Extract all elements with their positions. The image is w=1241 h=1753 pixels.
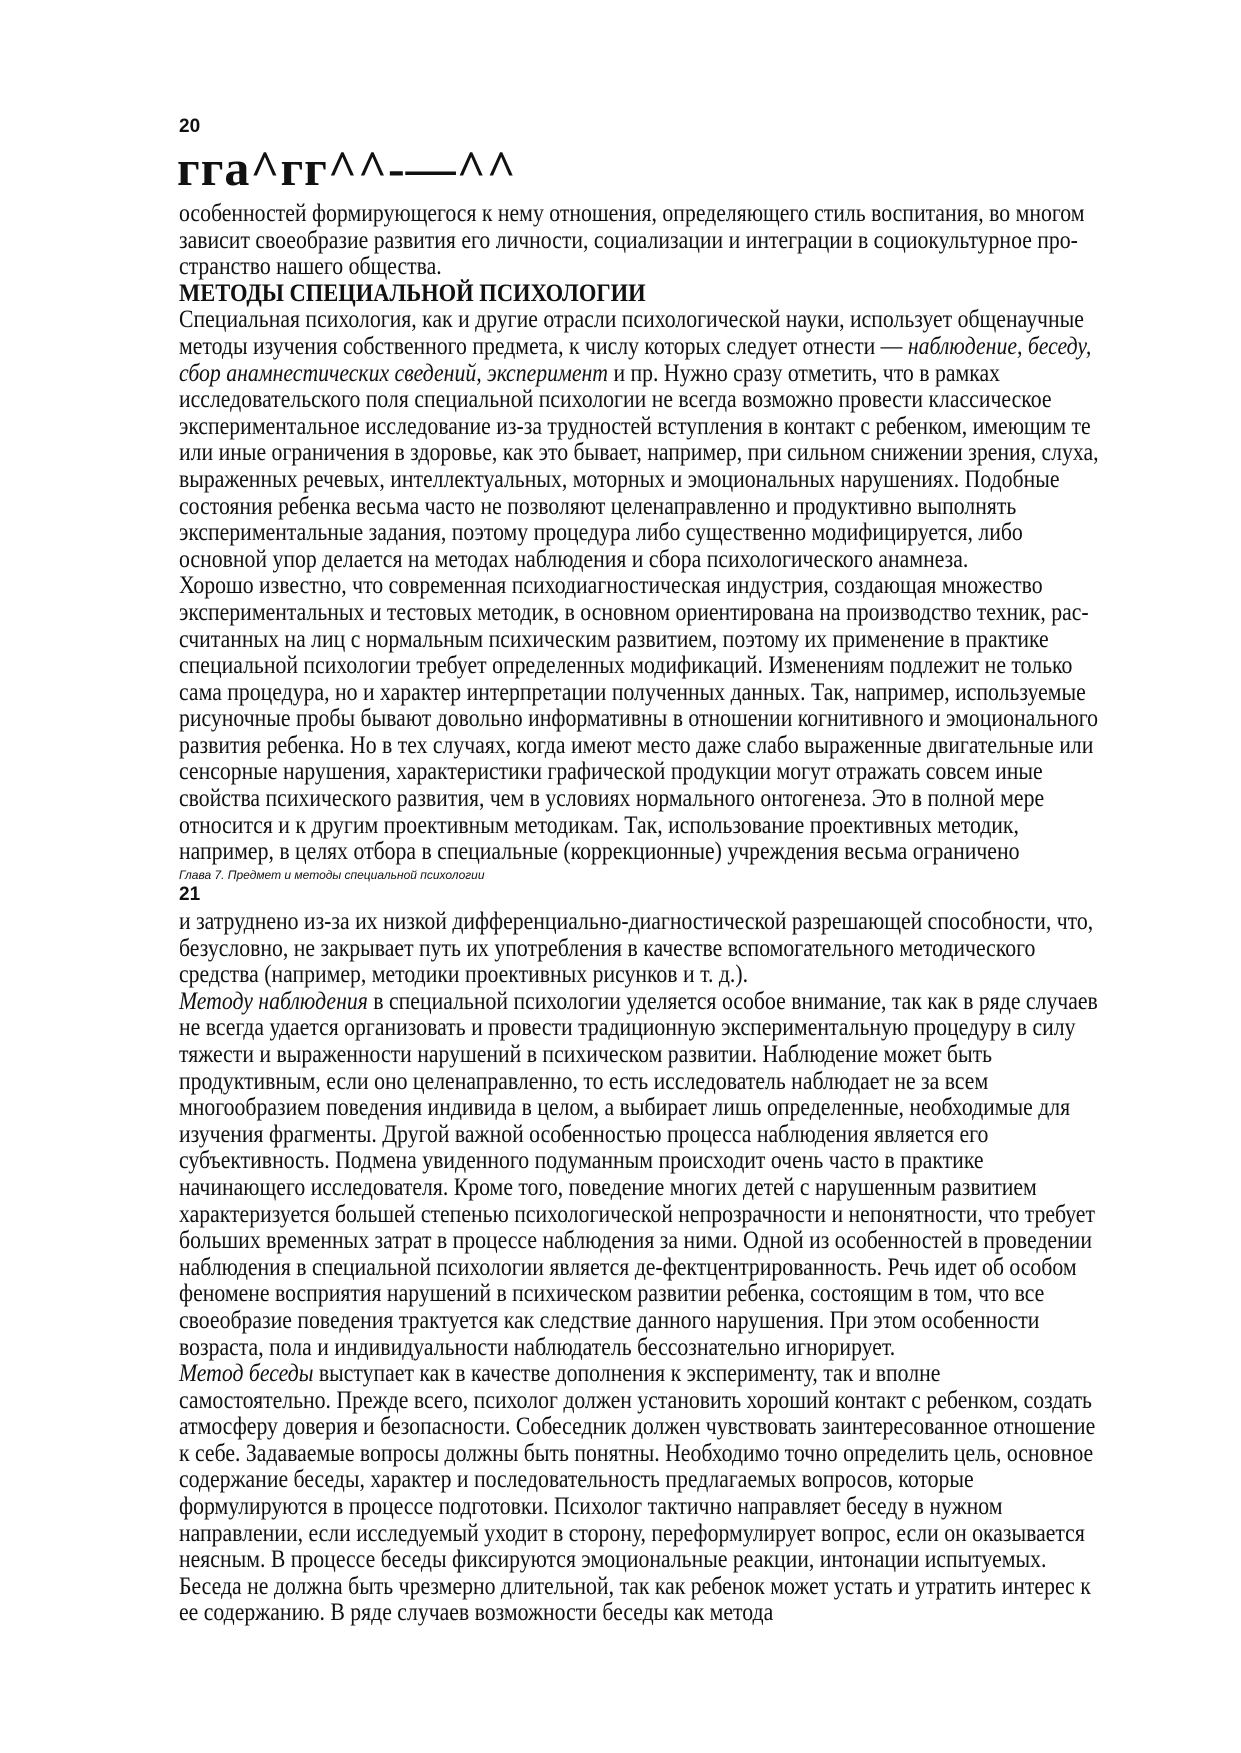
text-line xyxy=(179,1228,1136,1255)
text-segment: сенсорные нарушения, характеристики графической продукции могут отражать совсем иные xyxy=(179,758,1043,786)
text-segment: характеризуется большей степенью психологической непрозрачности и непонятности, что требует xyxy=(179,1200,1095,1228)
text-line xyxy=(179,1202,1136,1229)
text-segment: направлении, если исследуемый уходит в сторону, переформулирует вопрос, если он оказывается xyxy=(179,1519,1085,1547)
text-segment: экспериментальных и тестовых методик, в основном ориентирована на производство техник, рас- xyxy=(179,598,1089,626)
text-segment: выраженных речевых, интеллектуальных, моторных и эмоциональных нарушениях. Подобные xyxy=(179,465,1060,493)
text-line xyxy=(179,786,1136,813)
text-line xyxy=(179,1308,1136,1335)
text-line xyxy=(179,759,1136,786)
text-line xyxy=(179,467,1136,494)
text-line xyxy=(179,361,1136,388)
text-line xyxy=(179,440,1136,467)
text-segment: изучения фрагменты. Другой важной особенностью процесса наблюдения является его xyxy=(179,1120,989,1148)
text-line xyxy=(179,627,1136,654)
text-segment: состояния ребенка весьма часто не позволяют целенаправленно и продуктивно выполнять xyxy=(179,492,1017,520)
text-line xyxy=(179,1521,1136,1548)
text-line xyxy=(179,1467,1136,1494)
text-segment: рисуночные пробы бывают довольно информативны в отношении когнитивного и эмоционального xyxy=(179,705,1098,733)
text-line xyxy=(179,1015,1136,1042)
text-segment: основной упор делается на методах наблюдения и сбора психологического анамнеза. xyxy=(179,545,969,573)
text-line xyxy=(179,1600,1136,1627)
text-line xyxy=(179,254,1136,281)
text-segment: и затруднено из-за их низкой дифференциально-диагностической разрешающей способности, что, xyxy=(179,908,1094,935)
text-line xyxy=(179,1148,1136,1175)
page-number-21: 21 xyxy=(179,884,201,905)
text-line xyxy=(179,1574,1136,1601)
text-segment: продуктивным, если оно целенаправленно, то есть исследователь наблюдает не за всем xyxy=(179,1067,989,1095)
italic-term: Метод беседы xyxy=(179,1360,314,1388)
text-segment: формулируются в процессе подготовки. Психолог тактично направляет беседу в нужном xyxy=(179,1493,1003,1521)
page-21-body xyxy=(179,909,1241,1627)
text-segment: содержание беседы, характер и последовательность предлагаемых вопросов, которые xyxy=(179,1466,974,1494)
text-segment: больших временных затрат в процессе наблюдения за ними. Одной из особенностей в проведении xyxy=(179,1227,1092,1255)
text-segment: начинающего исследователя. Кроме того, поведение многих детей с нарушенным развитием xyxy=(179,1173,1037,1201)
text-segment: неясным. В процессе беседы фиксируются эмоциональные реакции, интонации испытуемых. xyxy=(179,1546,1047,1574)
text-segment: экспериментальные задания, поэтому процедура либо существенно модифицируется, либо xyxy=(179,519,1023,547)
text-line xyxy=(179,733,1136,760)
text-segment: выступает как в качестве дополнения к эксперименту, так и вполне xyxy=(313,1360,941,1388)
text-line xyxy=(179,228,1136,255)
text-segment: например, в целях отбора в специальные (коррекционные) учреждения весьма ограничено xyxy=(179,838,1020,866)
italic-term: Методу наблюдения xyxy=(179,987,368,1015)
text-line xyxy=(179,334,1136,361)
text-segment: ее содержанию. В ряде случаев возможности беседы как метода xyxy=(179,1599,774,1627)
text-segment: тяжести и выраженности нарушений в психическом развитии. Наблюдение может быть xyxy=(179,1040,993,1068)
text-segment: самостоятельно. Прежде всего, психолог должен установить хороший контакт с ребенком, создать xyxy=(179,1386,1092,1414)
text-segment: или иные ограничения в здоровье, как это бывает, например, при сильном снижении зрения, слуха, xyxy=(179,439,1099,467)
text-line xyxy=(179,1414,1136,1441)
text-line xyxy=(179,547,1136,574)
running-header: Глава 7. Предмет и методы специальной психологии xyxy=(179,868,485,882)
text-line xyxy=(179,1335,1136,1362)
text-segment: Специальная психология, как и другие отрасли психологической науки, использует общенаучные xyxy=(179,306,1084,334)
text-line xyxy=(179,1175,1136,1202)
text-line xyxy=(179,989,1136,1016)
page-number-20: 20 xyxy=(179,116,201,137)
text-line xyxy=(179,307,1136,334)
text-segment: многообразием поведения индивида в целом, а выбирает лишь определенные, необходимые для xyxy=(179,1094,1071,1122)
text-line xyxy=(179,839,1136,866)
text-line xyxy=(179,1281,1136,1308)
text-segment: наблюдения в специальной психологии является де-фектцентрированность. Речь идет об особом xyxy=(179,1253,1077,1281)
text-segment: МЕТОДЫ СПЕЦИАЛЬНОЙ ПСИХОЛОГИИ xyxy=(179,279,646,307)
text-line xyxy=(179,1441,1136,1468)
page-20-body xyxy=(179,201,1241,866)
text-line xyxy=(179,1255,1136,1282)
text-segment: субъективность. Подмена увиденного подуманным происходит очень часто в практике xyxy=(179,1147,984,1175)
text-line xyxy=(179,1547,1136,1574)
text-segment: странство нашего общества. xyxy=(179,253,442,281)
italic-term: сбор анамнестических сведений, эксперимент xyxy=(179,359,609,387)
text-segment: не всегда удается организовать и провести традиционную экспериментальную процедуру в силу xyxy=(179,1014,1076,1042)
text-line xyxy=(179,962,1136,989)
text-line xyxy=(179,1388,1136,1415)
text-segment: методы изучения собственного предмета, к числу которых следует отнести — xyxy=(179,332,908,360)
text-line xyxy=(179,1494,1136,1521)
text-segment: возраста, пола и индивидуальности наблюдатель бессознательно игнорирует. xyxy=(179,1333,896,1361)
text-line xyxy=(179,1042,1136,1069)
text-segment: зависит своеобразие развития его личности, социализации и интеграции в социокультурное про- xyxy=(179,226,1078,254)
text-segment: феномене восприятия нарушений в психическом развитии ребенка, состоящим в том, что все xyxy=(179,1280,1045,1308)
text-line xyxy=(179,936,1136,963)
text-line xyxy=(179,653,1136,680)
text-line xyxy=(179,201,1136,228)
text-segment: специальной психологии требует определенных модификаций. Изменениям подлежит не только xyxy=(179,652,1073,680)
text-segment: свойства психического развития, чем в условиях нормального онтогенеза. Это в полной мере xyxy=(179,785,1045,813)
text-segment: относится и к другим проективным методикам. Так, использование проективных методик, xyxy=(179,811,1019,839)
text-segment: и пр. Нужно сразу отметить, что в рамках xyxy=(608,359,1001,387)
text-line xyxy=(179,813,1136,840)
text-segment: развития ребенка. Но в тех случаях, когда имеют место даже слабо выраженные двигательные или xyxy=(179,731,1094,759)
text-line xyxy=(179,573,1136,600)
italic-term: наблюдение, беседу, xyxy=(907,332,1092,360)
text-segment: экспериментальное исследование из-за трудностей вступления в контакт с ребенком, имеющим те xyxy=(179,412,1091,440)
text-line xyxy=(179,520,1136,547)
text-line xyxy=(179,600,1136,627)
text-line xyxy=(179,909,1136,936)
text-line xyxy=(179,1361,1136,1388)
text-line xyxy=(179,1069,1136,1096)
text-segment: особенностей формирующегося к нему отношения, определяющего стиль воспитания, во многом xyxy=(179,200,1085,227)
garbled-header: гга^гг^^-—^^ xyxy=(177,140,517,196)
text-line xyxy=(179,414,1136,441)
text-segment: Беседа не должна быть чрезмерно длительной, так как ребенок может устать и утратить интерес к xyxy=(179,1572,1091,1600)
text-segment: к себе. Задаваемые вопросы должны быть понятны. Необходимо точно определить цель, основное xyxy=(179,1439,1094,1467)
text-segment: исследовательского поля специальной психологии не всегда возможно провести классическое xyxy=(179,386,1052,414)
text-line xyxy=(179,680,1136,707)
text-line xyxy=(179,1095,1136,1122)
text-segment: сама процедура, но и характер интерпретации полученных данных. Так, например, используемые xyxy=(179,678,1086,706)
text-segment: в специальной психологии уделяется особое внимание, так как в ряде случаев xyxy=(367,987,1098,1015)
text-line xyxy=(179,1122,1136,1149)
text-line xyxy=(179,706,1136,733)
section-heading xyxy=(179,281,1169,308)
text-line xyxy=(179,387,1136,414)
text-segment: своеобразие поведения трактуется как следствие данного нарушения. При этом особенности xyxy=(179,1306,1040,1334)
text-segment: считанных на лиц с нормальным психическим развитием, поэтому их применение в практике xyxy=(179,625,1049,653)
text-line xyxy=(179,494,1136,521)
text-segment: безусловно, не закрывает путь их употребления в качестве вспомогательного методического xyxy=(179,934,1036,962)
text-segment: атмосферу доверия и безопасности. Собеседник должен чувствовать заинтересованное отношение xyxy=(179,1413,1096,1441)
text-segment: средства (например, методики проективных рисунков и т. д.). xyxy=(179,961,749,989)
text-segment: Хорошо известно, что современная психодиагностическая индустрия, создающая множество xyxy=(179,572,1043,600)
